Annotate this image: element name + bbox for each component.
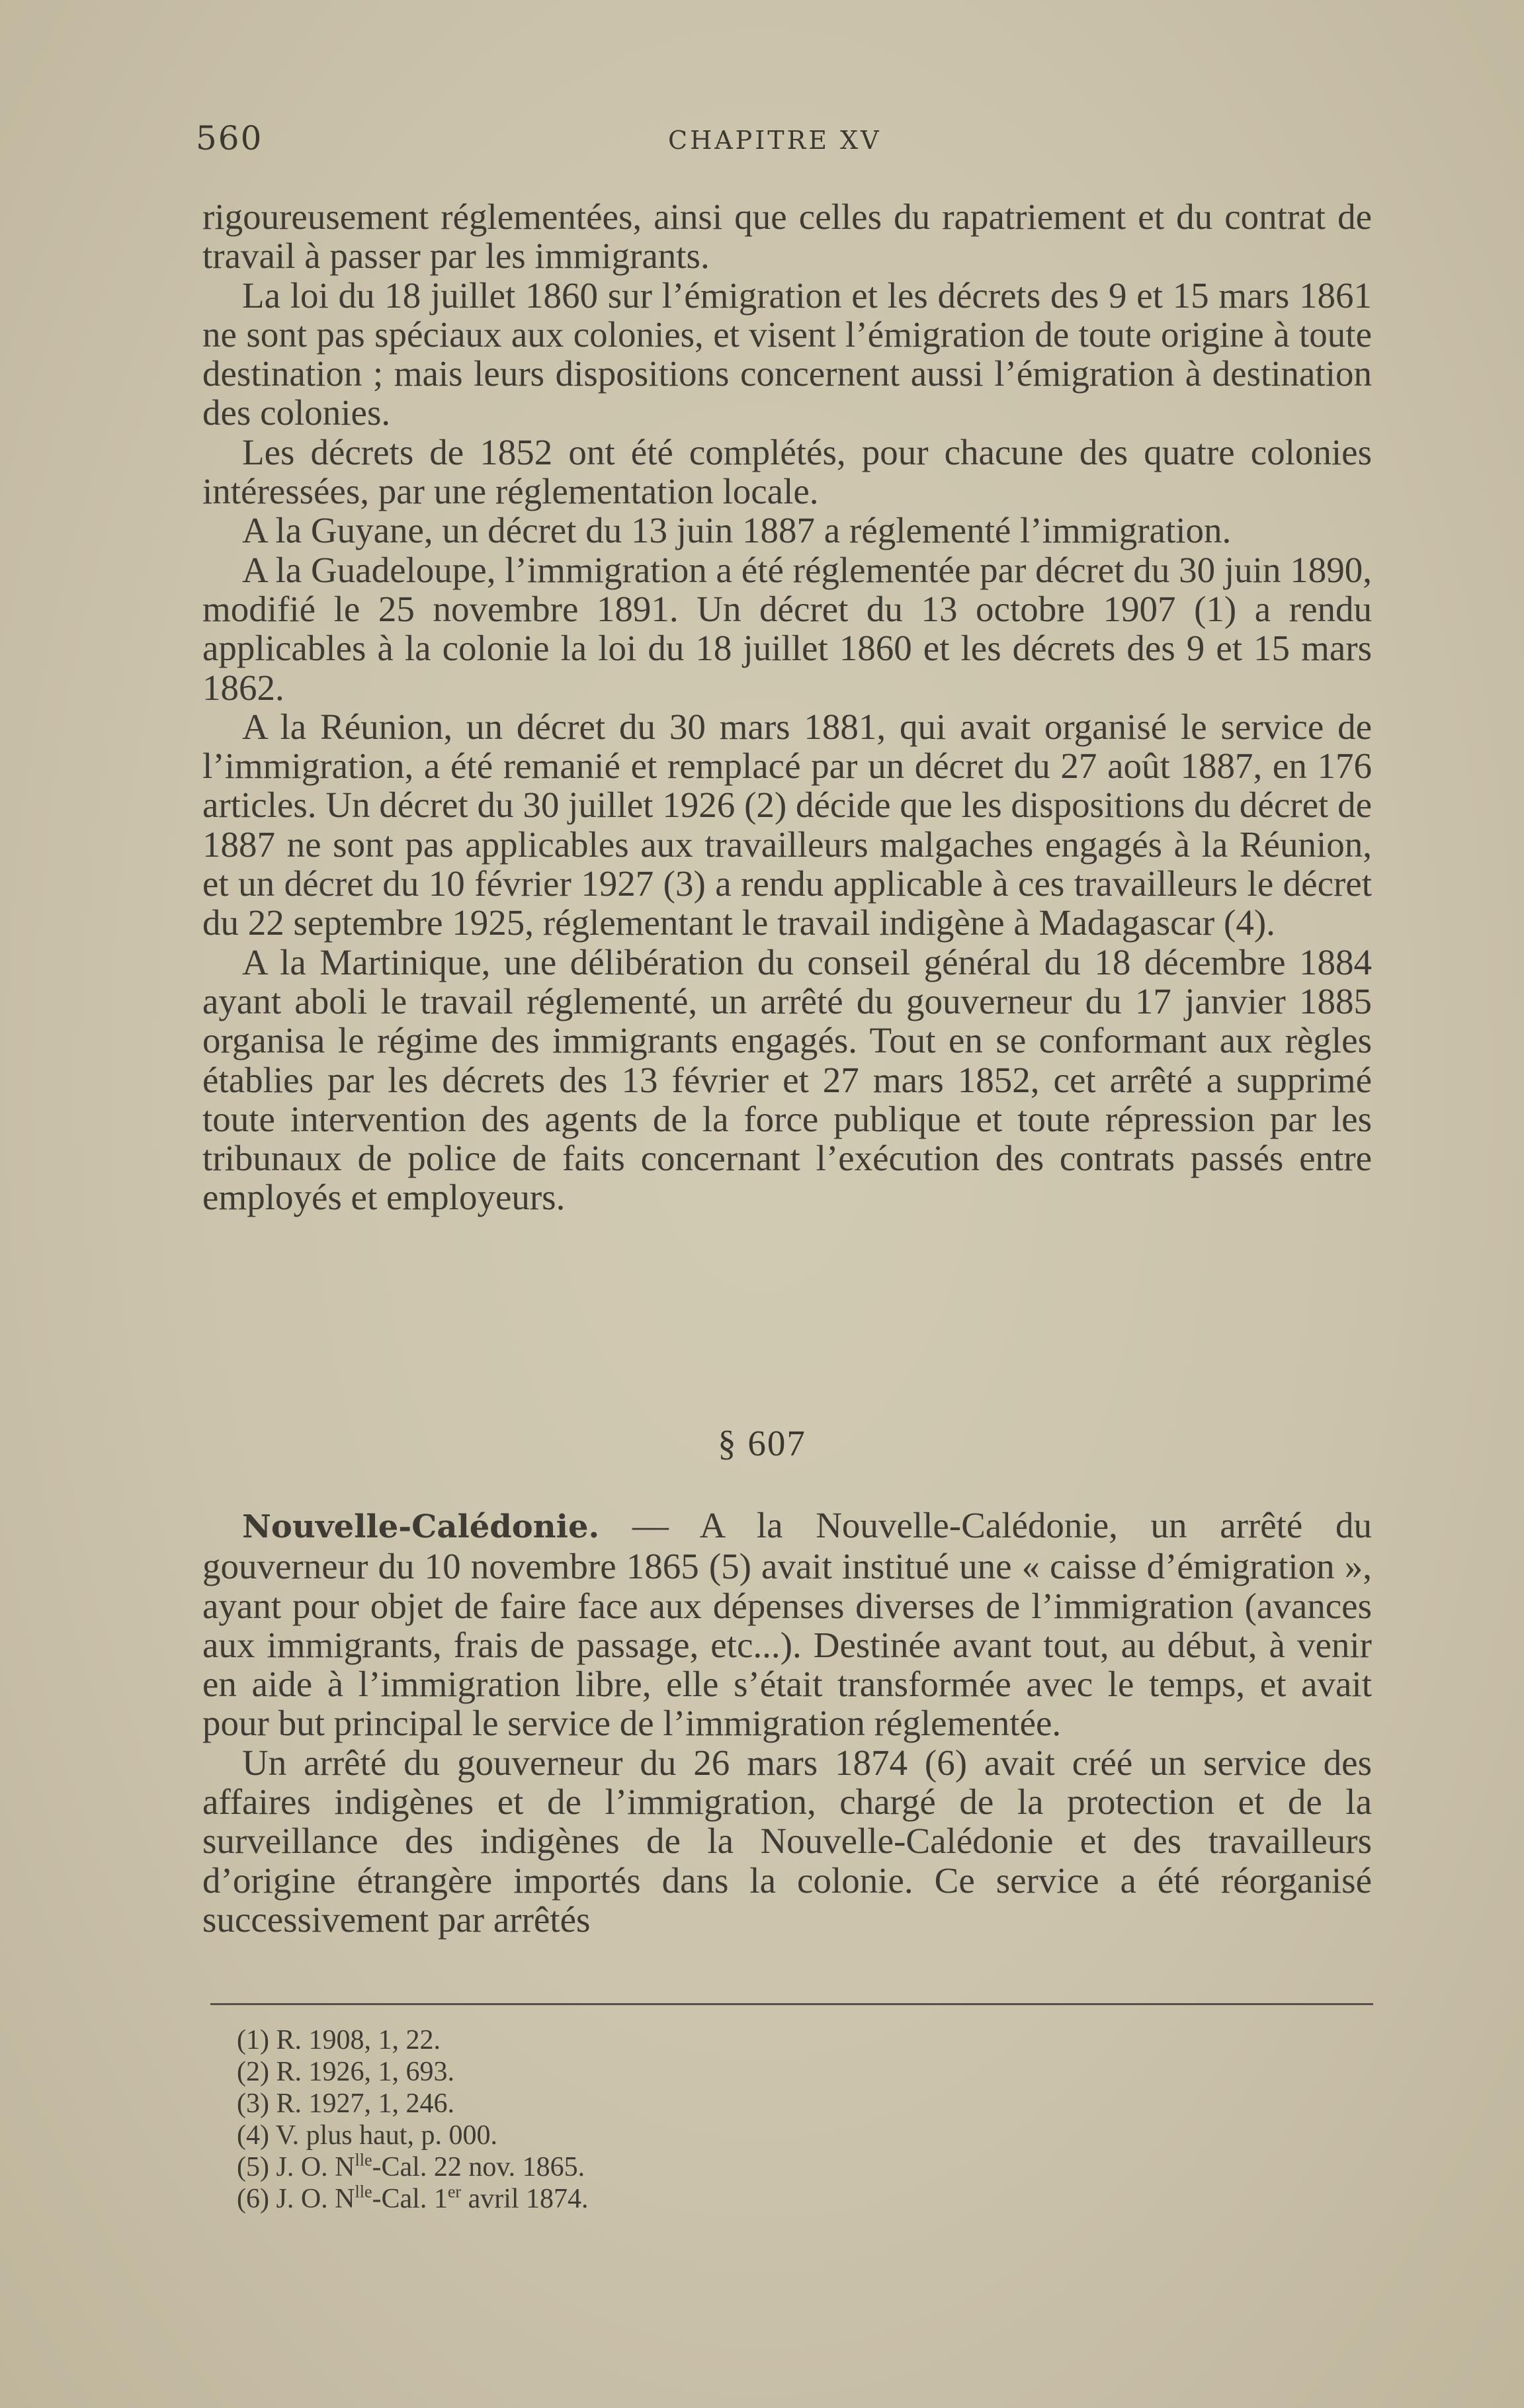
paragraph: Un arrêté du gouverneur du 26 mars 1874 (6) avait créé un service des affaires indigènes et de l’immigration, chargé de la protection et de la surveillance des indigènes de la Nouvelle-Calédonie et des travailleurs d’origine étrangère importés dans la colonie. Ce service a été réorganisé successivement par arrêtés: [202, 1742, 1372, 1940]
paragraph: A la Guyane, un décret du 13 juin 1887 a réglementé l’immigration.: [242, 510, 1232, 551]
section-number: § 607: [718, 1423, 806, 1463]
paragraph: A la Réunion, un décret du 30 mars 1881, qui avait organisé le service de l’immigration, a été remanié et remplacé par un décret du 27 août 1887, en 176 articles. Un décret du 30 juillet 1926 (2) décide que les dispositions du décret de 1887 ne sont pas applicables aux travailleurs malgaches engagés à la Réunion, et un décret du 10 février 1927 (3) a rendu applicable à ces travailleurs le décret du 22 septembre 1925, réglementant le travail indigène à Madagascar (4).: [202, 706, 1372, 943]
footnote-superscript: lle: [355, 2182, 372, 2202]
footnote-text: (5) J. O. N: [237, 2152, 355, 2182]
footnote-superscript: er: [447, 2182, 462, 2202]
footnote: (1) R. 1908, 1, 22.: [237, 2025, 441, 2055]
paragraph: A la Guadeloupe, l’immigration a été réglementée par décret du 30 juin 1890, modifié le 25 novembre 1891. Un décret du 13 octobre 1907 (1) a rendu applicables à la colonie la loi du 18 juillet 1860 et les décrets des 9 et 15 mars 1862.: [202, 549, 1372, 708]
footnote: (3) R. 1927, 1, 246.: [237, 2088, 454, 2119]
paragraph: La loi du 18 juillet 1860 sur l’émigration et les décrets des 9 et 15 mars 1861 ne sont pas spéciaux aux colonies, et visent l’émigration de toute origine à toute destination ; mais leurs dispositions concernent aussi l’émigration à destination des colonies.: [202, 275, 1372, 433]
paragraph: Les décrets de 1852 ont été complétés, pour chacune des quatre colonies intéressées, par une réglementation locale.: [202, 431, 1372, 512]
footnote-text: avril 1874.: [461, 2184, 589, 2214]
page-number: 560: [196, 119, 263, 157]
footnote: (2) R. 1926, 1, 693.: [237, 2057, 454, 2087]
footnote-text: (6) J. O. N: [237, 2184, 355, 2214]
body-text-lower: [202, 1506, 1372, 1939]
footnote-text: -Cal. 1: [372, 2184, 448, 2214]
footnote-superscript: lle: [355, 2150, 372, 2170]
footnotes: [237, 2024, 589, 2215]
section-paragraph: [202, 1506, 1372, 1743]
footnote-text: -Cal. 22 nov. 1865.: [372, 2152, 585, 2182]
body-text-upper: [202, 197, 1372, 1217]
paragraph: A la Martinique, une délibération du conseil général du 18 décembre 1884 ayant aboli le travail réglementé, un arrêté du gouverneur du 17 janvier 1885 organisa le régime des immigrants engagés. Tout en se conformant aux règles établies par les décrets des 13 février et 27 mars 1852, cet arrêté a supprimé toute intervention des agents de la force publique et toute répression par les tribunaux de police de faits concernant l’exécution des contrats passés entre employés et employeurs.: [202, 941, 1372, 1218]
running-title: CHAPITRE XV: [668, 126, 882, 155]
footnote: (4) V. plus haut, p. 000.: [237, 2120, 497, 2151]
footnote: [237, 2183, 589, 2215]
section-paragraph-text: — A la Nouvelle-Calédonie, un arrêté du gouverneur du 10 novembre 1865 (5) avait institué une « caisse d’émigration », ayant pour objet de faire face aux dépenses diverses de l’immigration (avances aux immigrants, frais de passage, etc...). Destinée avant tout, au début, à venir en aide à l’immigration libre, elle s’était transformée avec le temps, et avait pour but principal le service de l’immigration réglementée.: [202, 1505, 1373, 1744]
footnote-rule: [210, 2003, 1373, 2005]
paragraph: rigoureusement réglementées, ainsi que celles du rapatriement et du contrat de travail à passer par les immigrants.: [202, 196, 1372, 277]
footnote: [237, 2151, 589, 2183]
section-heading: Nouvelle-Calédonie.: [242, 1508, 600, 1545]
